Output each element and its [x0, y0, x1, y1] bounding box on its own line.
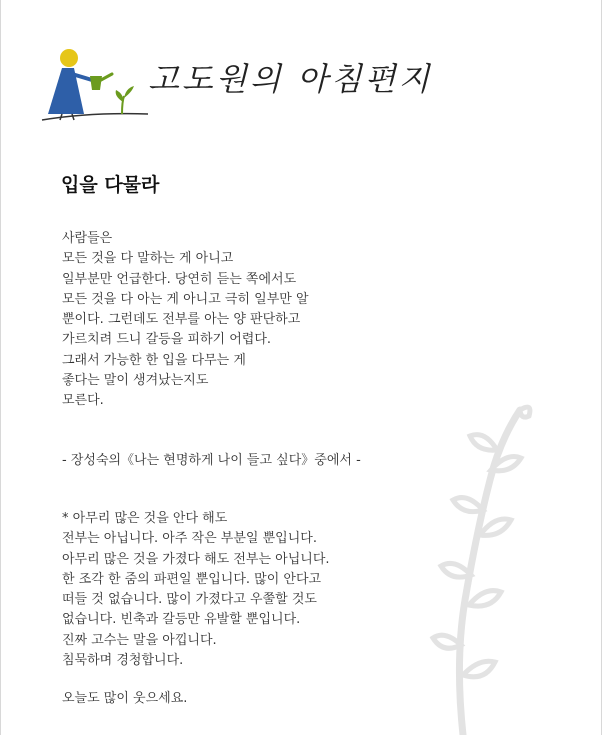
comment-line: 전부는 아닙니다. 아주 작은 부분일 뿐입니다.: [62, 531, 317, 547]
body-line: 사람들은: [62, 231, 113, 246]
body-line: 그래서 가능한 한 입을 다무는 게: [62, 352, 246, 368]
leafy-branch-icon: [425, 400, 545, 735]
body-line: 모든 것을 다 아는 게 아니고 극히 일부만 알: [62, 291, 309, 307]
comment-line: 떠들 것 없습니다. 많이 가졌다고 우쭐할 것도: [62, 592, 317, 608]
body-line: 모든 것을 다 말하는 게 아니고: [62, 251, 234, 267]
body-line: 좋다는 말이 생겨났는지도: [62, 373, 209, 389]
letter-header: [40, 40, 460, 125]
logo-text: 고도원의 아침편지: [148, 60, 433, 98]
comment-line: 진짜 고수는 말을 아낍니다.: [62, 632, 217, 648]
body-line: 가르치려 드니 갈등을 피하기 어렵다.: [62, 332, 272, 348]
watering-person-icon: [40, 40, 150, 125]
source-citation: - 장성숙의《나는 현명하게 나이 들고 싶다》중에서 -: [62, 453, 361, 468]
letter-body: [62, 229, 442, 412]
closing-greeting: 오늘도 많이 웃으세요.: [62, 691, 188, 706]
comment-line: 한 조각 한 줌의 파편일 뿐입니다. 많이 안다고: [62, 571, 322, 587]
comment-line: * 아무리 많은 것을 안다 해도: [62, 511, 228, 526]
body-line: 뿐이다. 그런데도 전부를 아는 양 판단하고: [62, 312, 301, 328]
letter-title: 입을 다물라: [61, 174, 160, 196]
comment-line: 침묵하며 경청합니다.: [62, 653, 184, 669]
comment-line: 없습니다. 빈축과 갈등만 유발할 뿐입니다.: [62, 612, 301, 628]
comment-line: 아무리 많은 것을 가졌다 해도 전부는 아닙니다.: [62, 551, 330, 567]
body-line: 일부분만 언급한다. 당연히 듣는 쪽에서도: [62, 271, 297, 287]
body-line: 모른다.: [62, 393, 104, 409]
letter-comment: [62, 509, 442, 671]
